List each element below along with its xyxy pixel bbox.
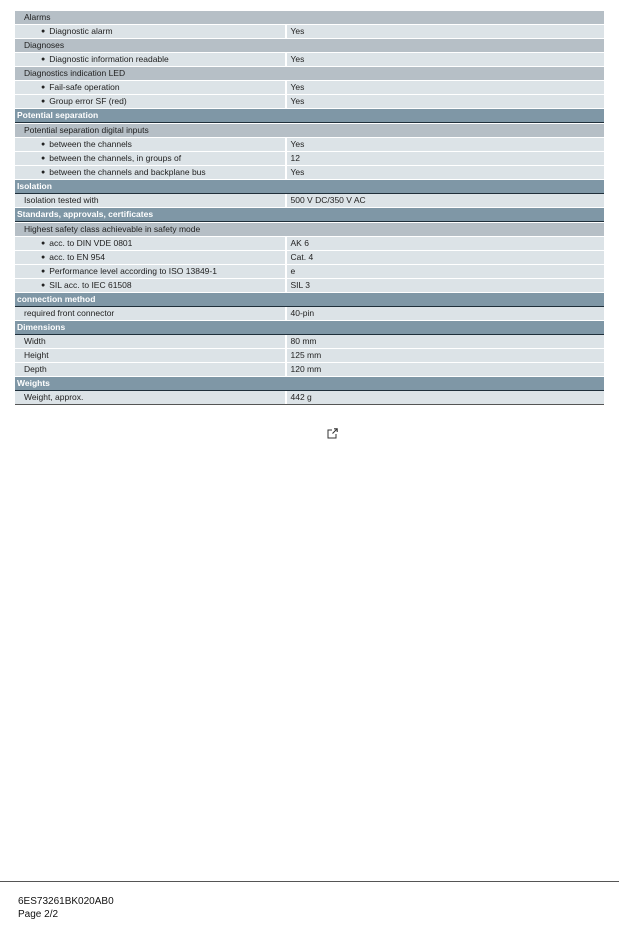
- external-link-icon[interactable]: [327, 428, 338, 439]
- spec-label-text: Diagnostic information readable: [49, 54, 169, 64]
- bullet-icon: ●: [41, 155, 46, 162]
- spec-label: [15, 194, 285, 207]
- section-header: Weights: [15, 377, 604, 391]
- spec-row: [15, 53, 604, 67]
- spec-value: 40-pin: [287, 307, 605, 320]
- spec-label-text: Weight, approx.: [24, 392, 84, 402]
- bullet-icon: ●: [41, 240, 46, 247]
- spec-row: [15, 363, 604, 377]
- spec-value: Yes: [287, 95, 605, 108]
- spec-label: [15, 53, 285, 66]
- spec-value: 500 V DC/350 V AC: [287, 194, 605, 207]
- section-header: connection method: [15, 293, 604, 307]
- section-header: Standards, approvals, certificates: [15, 208, 604, 222]
- spec-row: [15, 391, 604, 405]
- bullet-icon: ●: [41, 56, 46, 63]
- spec-value: Yes: [287, 166, 605, 179]
- bullet-icon: ●: [41, 282, 46, 289]
- spec-label: [15, 237, 285, 250]
- spec-value: 12: [287, 152, 605, 165]
- spec-label: [15, 25, 285, 38]
- group-header: Alarms: [15, 11, 604, 25]
- spec-row: [15, 166, 604, 180]
- spec-label-text: between the channels: [49, 139, 132, 149]
- spec-label: [15, 251, 285, 264]
- bullet-icon: ●: [41, 98, 46, 105]
- spec-value: AK 6: [287, 237, 605, 250]
- section-header: Potential separation: [15, 109, 604, 123]
- spec-label-text: Depth: [24, 364, 47, 374]
- spec-label: [15, 95, 285, 108]
- spec-row: [15, 335, 604, 349]
- spec-table: [15, 11, 604, 405]
- bullet-icon: ●: [41, 84, 46, 91]
- spec-label-text: Fail-safe operation: [49, 82, 120, 92]
- spec-label-text: Diagnostic alarm: [49, 26, 113, 36]
- spec-label-text: Width: [24, 336, 46, 346]
- bullet-icon: ●: [41, 169, 46, 176]
- spec-label-text: Height: [24, 350, 49, 360]
- spec-value: Yes: [287, 138, 605, 151]
- spec-label: [15, 391, 285, 404]
- spec-row: [15, 349, 604, 363]
- spec-label-text: between the channels, in groups of: [49, 153, 182, 163]
- spec-row: [15, 279, 604, 293]
- spec-row: [15, 307, 604, 321]
- spec-label: [15, 279, 285, 292]
- bullet-icon: ●: [41, 268, 46, 275]
- spec-label-text: Group error SF (red): [49, 96, 127, 106]
- spec-label: [15, 349, 285, 362]
- spec-label-text: acc. to DIN VDE 0801: [49, 238, 133, 248]
- product-code: 6ES73261BK020AB0: [18, 896, 114, 907]
- spec-value: Yes: [287, 25, 605, 38]
- group-header: Potential separation digital inputs: [15, 123, 604, 138]
- spec-row: [15, 95, 604, 109]
- footer-divider: [0, 881, 619, 882]
- spec-row: [15, 194, 604, 208]
- spec-label: [15, 363, 285, 376]
- group-header: Highest safety class achievable in safety mode: [15, 222, 604, 237]
- spec-row: [15, 25, 604, 39]
- bullet-icon: ●: [41, 141, 46, 148]
- group-header: Diagnoses: [15, 39, 604, 53]
- spec-label: [15, 138, 285, 151]
- spec-value: SIL 3: [287, 279, 605, 292]
- spec-value: 125 mm: [287, 349, 605, 362]
- spec-label: [15, 335, 285, 348]
- spec-label-text: Isolation tested with: [24, 195, 99, 205]
- spec-value: Cat. 4: [287, 251, 605, 264]
- spec-value: Yes: [287, 53, 605, 66]
- spec-value: Yes: [287, 81, 605, 94]
- spec-row: [15, 237, 604, 251]
- spec-value: e: [287, 265, 605, 278]
- spec-row: [15, 81, 604, 95]
- section-header: Isolation: [15, 180, 604, 194]
- spec-label-text: required front connector: [24, 308, 115, 318]
- section-header: Dimensions: [15, 321, 604, 335]
- bullet-icon: ●: [41, 254, 46, 261]
- spec-row: [15, 265, 604, 279]
- spec-label-text: Performance level according to ISO 13849-1: [49, 266, 217, 276]
- spec-row: [15, 138, 604, 152]
- spec-value: 120 mm: [287, 363, 605, 376]
- spec-label-text: SIL acc. to IEC 61508: [49, 280, 132, 290]
- spec-label-text: between the channels and backplane bus: [49, 167, 206, 177]
- spec-label: [15, 81, 285, 94]
- page-number: Page 2/2: [18, 909, 59, 920]
- group-header: Diagnostics indication LED: [15, 67, 604, 81]
- spec-value: 442 g: [287, 391, 605, 404]
- spec-label: [15, 166, 285, 179]
- spec-label: [15, 152, 285, 165]
- spec-value: 80 mm: [287, 335, 605, 348]
- spec-label-text: acc. to EN 954: [49, 252, 105, 262]
- spec-label: [15, 265, 285, 278]
- spec-row: [15, 251, 604, 265]
- spec-row: [15, 152, 604, 166]
- bullet-icon: ●: [41, 28, 46, 35]
- spec-label: [15, 307, 285, 320]
